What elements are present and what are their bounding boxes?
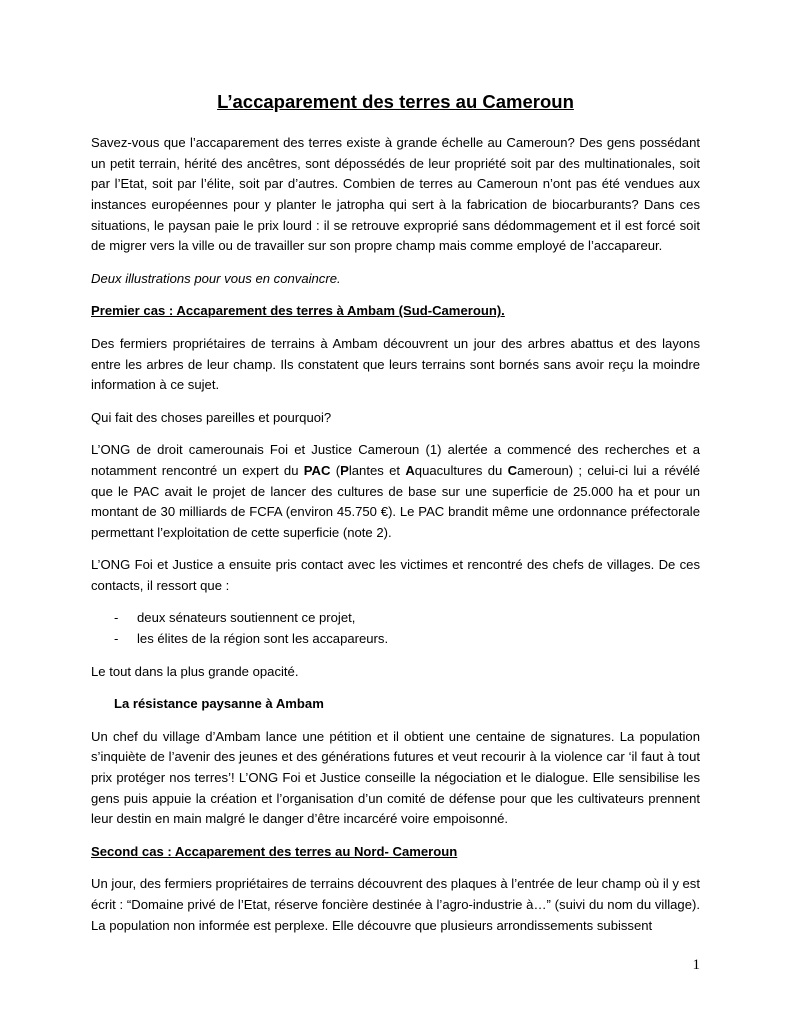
- case1-heading: [91, 301, 700, 322]
- bullet-dash: -: [114, 631, 119, 647]
- case1-paragraph-5: Le tout dans la plus grande opacité.: [91, 663, 299, 679]
- list-item: [91, 629, 700, 650]
- pac-c-rest: ameroun) ; celui-ci lui a révélé que le PAC avait le projet de lancer des cultures de base sur une superficie de 25.000 ha et pour un montant de 30 milliards de FCFA (environ 45.750 €). Le PAC brandit même une ordonnance préfectorale permettant l’exploitation de cette superficie (note 2).: [91, 462, 701, 540]
- case1-paragraph-4: L’ONG Foi et Justice a ensuite pris contact avec les victimes et rencontré des chefs de villages. De ces contacts, il ressort que :: [91, 557, 700, 593]
- document-page: [91, 91, 700, 948]
- page-number: 1: [692, 957, 700, 973]
- list-item-text: deux sénateurs soutiennent ce projet,: [137, 610, 356, 626]
- case2-heading-text: Second cas : Accaparement des terres au Nord- Cameroun: [91, 843, 458, 859]
- p3-text-a: L’ONG de droit camerounais Foi et Justice Cameroun (1) alertée a commencé des recherches et a notamment rencontré un expert du: [91, 442, 700, 478]
- illustrations-line: Deux illustrations pour vous en convaincre.: [91, 270, 341, 286]
- document-title: L’accaparement des terres au Cameroun: [217, 91, 574, 112]
- case1-question: Qui fait des choses pareilles et pourquoi?: [91, 409, 332, 425]
- intro-paragraph: Savez-vous que l’accaparement des terres existe à grande échelle au Cameroun? Des gens possédant un petit terrain, hérité des ancêtres, sont dépossédés de leur propriété soit par des multinationales, soit par l’Etat, soit par l’élite, soit par d’autres. Combien de terres au Cameroun n’ont pas été vendues aux instances européennes pour y planter le jatropha qui sert à la fabrication de biocarburants? Dans ces situations, le paysan paie le prix lourd : il se retrouve exproprié sans dédommagement et il est forcé soit de migrer vers la ville ou de travailler sur son propre champ mais comme employé de l’accapareur.: [91, 135, 700, 254]
- case1-paragraph-3: [91, 440, 700, 543]
- resistance-subheading: La résistance paysanne à Ambam: [114, 696, 324, 712]
- bullet-dash: -: [114, 610, 119, 626]
- case1-paragraph-6: Un chef du village d’Ambam lance une pétition et il obtient une centaine de signatures. La population s’inquiète de l’avenir des jeunes et des générations futures et veut recourir à la violence car ‘il faut à tout prix protéger nos terres’! L’ONG Foi et Justice conseille la négociation et le dialogue. Elle sensibilise les gens puis appuie la création et l’organisation d’un comité de défense pour que les cultivateurs prennent leur destin en main malgré le danger d’être incarcéré voire empoisonné.: [91, 728, 700, 827]
- case2-heading: [91, 842, 700, 863]
- pac-c: C: [507, 462, 518, 478]
- pac-p-rest: lantes et: [348, 462, 406, 478]
- pac-p: P: [340, 462, 349, 478]
- findings-list: [91, 608, 700, 649]
- p3-text-b: (: [330, 462, 341, 478]
- list-item: [91, 608, 700, 629]
- case1-heading-text: Premier cas : Accaparement des terres à Ambam (Sud-Cameroun).: [91, 303, 505, 319]
- case2-paragraph-1: Un jour, des fermiers propriétaires de terrains découvrent des plaques à l’entrée de leur champ où il y est écrit : “Domaine privé de l’Etat, réserve foncière destinée à l’agro-industrie à…” (suivi du nom du village). La population non informée est perplexe. Elle découvre que plusieurs arrondissements subissent: [91, 876, 700, 933]
- pac-a-rest: quacultures du: [414, 462, 508, 478]
- pac-a: A: [405, 462, 415, 478]
- pac-acronym: PAC: [303, 462, 331, 478]
- case1-paragraph-1: Des fermiers propriétaires de terrains à Ambam découvrent un jour des arbres abattus et des layons entre les arbres de leur champ. Ils constatent que leurs terrains sont bornés sans avoir reçu la moindre information à ce sujet.: [91, 335, 700, 393]
- list-item-text: les élites de la région sont les accapareurs.: [137, 631, 389, 647]
